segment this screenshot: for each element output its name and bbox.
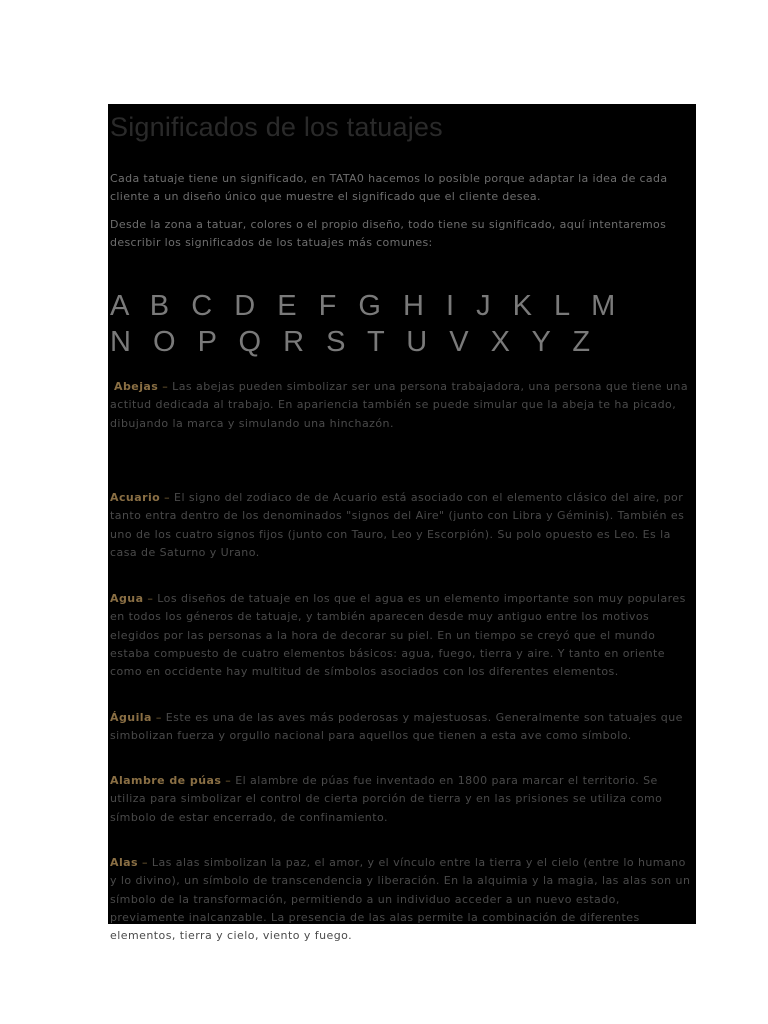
page-title: Significados de los tatuajes [110,112,443,142]
intro-paragraph: Cada tatuaje tiene un significado, en TATA0 hacemos lo posible porque adaptar la idea de cada cliente a un diseño único que muestre el significado que el cliente desea. [110,172,668,203]
entry-dash: – [158,380,173,393]
document-panel [108,104,696,943]
entry-agua [110,590,696,681]
entry-term: Águila [110,711,152,724]
entry-term: Alambre de púas [110,774,222,787]
entry-dash: – [221,774,236,787]
entry-alambre-de-puas [110,772,696,827]
entry-text: Los diseños de tatuaje en los que el agua es un elemento importante son muy populares en todos los géneros de tatuaje, y también aparecen desde muy antiguo entre los motivos elegidos por las personas a la hora de decorar su piel. En un tiempo se creyó que el mundo estaba compuesto de cuatro elementos básicos: agua, fuego, tierra y aire. Y tanto en oriente como en occidente hay multitud de símbolos asociados con los diferentes elementos. [110,592,686,679]
entry-alas [110,854,696,945]
entry-term: Alas [110,856,139,869]
alphabet-index-row-2[interactable]: N O P Q R S T U V X Y Z [110,326,598,358]
entry-acuario [110,489,696,562]
entry-text: Las alas simbolizan la paz, el amor, y el vínculo entre la tierra y el cielo (entre lo humano y lo divino), un símbolo de transcendencia y liberación. En la alquimia y la magia, las alas son un símbolo de la transformación, permitiendo a un individuo acceder a un nuevo estado, previamente inalcanzable. La presencia de las alas permite la combinación de diferentes elementos, tierra y cielo, viento y fuego. [110,856,691,943]
entry-term: Acuario [110,491,161,504]
alphabet-index-row-1[interactable]: A B C D E F G H I J K L M [110,290,623,322]
entry-text: El alambre de púas fue inventado en 1800 para marcar el territorio. Se utiliza para simbolizar el control de cierta porción de tierra y en las prisiones se utiliza como símbolo de estar encerrado, de confinamiento. [110,774,663,824]
entry-text: Este es una de las aves más poderosas y majestuosas. Generalmente son tatuajes que simbolizan fuerza y orgullo nacional para aquellos que tienen a esta ave como símbolo. [110,711,683,743]
entry-dash: – [160,491,175,504]
entry-term: Abejas [114,380,159,393]
entry-abejas [110,378,696,433]
entry-text: Las abejas pueden simbolizar ser una persona trabajadora, una persona que tiene una actitud dedicada al trabajo. En apariencia también se puede simular que la abeja te ha picado, dibujando la marca y simulando una hinchazón. [110,380,689,430]
entry-dash: – [143,592,158,605]
entry-aguila [110,709,696,746]
entry-dash: – [151,711,166,724]
intro-paragraph: Desde la zona a tatuar, colores o el propio diseño, todo tiene su significado, aquí intentaremos describir los significados de los tatuajes más comunes: [110,218,667,249]
entry-text: El signo del zodiaco de de Acuario está asociado con el elemento clásico del aire, por tanto entra dentro de los denominados "signos del Aire" (junto con Libra y Géminis). También es uno de los cuatro signos fijos (junto con Tauro, Leo y Escorpión). Su polo opuesto es Leo. Es la casa de Saturno y Urano. [110,491,685,559]
entry-term: Agua [110,592,144,605]
entry-dash: – [138,856,152,869]
